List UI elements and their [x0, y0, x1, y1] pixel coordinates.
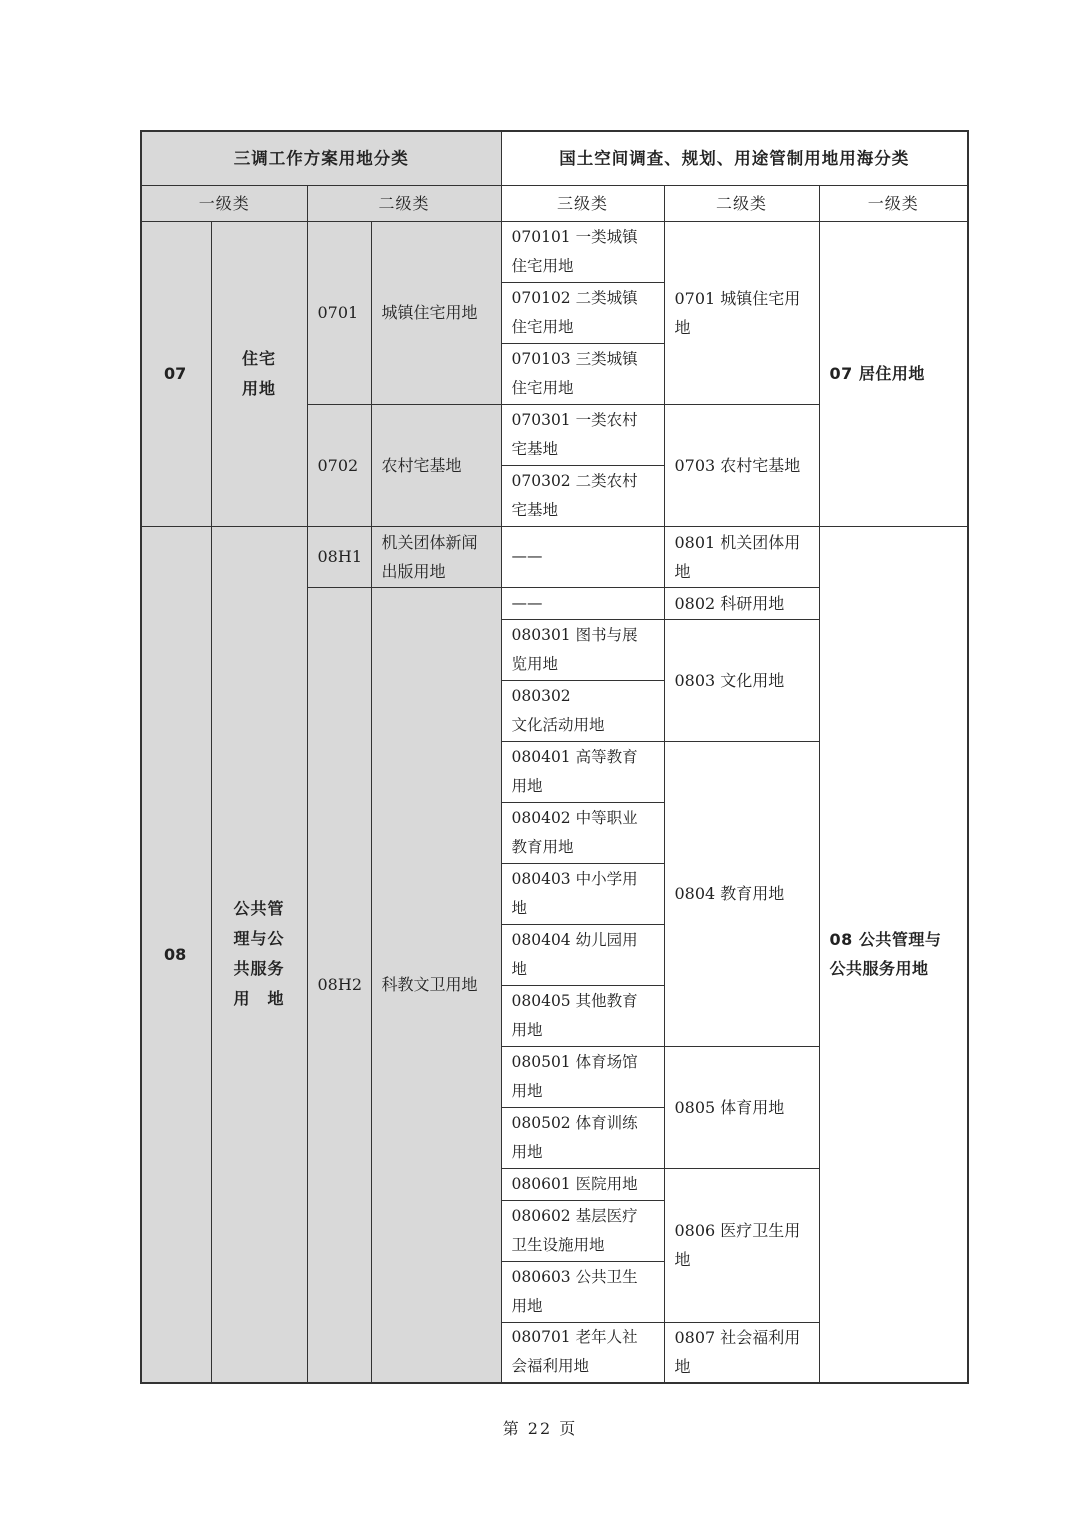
level3-item: 080501 体育场馆 用地 — [501, 1046, 664, 1107]
right-level2-item: 0804 教育用地 — [664, 741, 819, 1046]
level3-item: 070302 二类农村 宅基地 — [501, 465, 664, 526]
right-level1-header: 一级类 — [819, 185, 968, 221]
right-level2-item: 0802 科研用地 — [664, 587, 819, 619]
level3-item: 070301 一类农村 宅基地 — [501, 404, 664, 465]
level3-item: 080405 其他教育 用地 — [501, 985, 664, 1046]
level3-item: 080502 体育训练 用地 — [501, 1107, 664, 1168]
level3-item: 080301 图书与展 览用地 — [501, 619, 664, 680]
level2-name: 科教文卫用地 — [371, 587, 501, 1383]
right-level1-item: 07 居住用地 — [819, 221, 968, 526]
level1-code: 07 — [141, 221, 211, 526]
left-level1-header: 一级类 — [141, 185, 307, 221]
level3-item: 080701 老年人社 会福利用地 — [501, 1322, 664, 1383]
level2-code: 0702 — [307, 404, 371, 526]
level3-item: —— — [501, 526, 664, 587]
level2-code: 08H1 — [307, 526, 371, 587]
level3-item: 080404 幼儿园用 地 — [501, 924, 664, 985]
level3-item: 080602 基层医疗 卫生设施用地 — [501, 1200, 664, 1261]
left-table-title: 三调工作方案用地分类 — [141, 131, 501, 185]
right-level2-item: 0805 体育用地 — [664, 1046, 819, 1168]
right-level1-item: 08 公共管理与 公共服务用地 — [819, 526, 968, 1383]
level3-item: 080302 文化活动用地 — [501, 680, 664, 741]
level3-item: 070101 一类城镇 住宅用地 — [501, 221, 664, 282]
level3-item: 080401 高等教育 用地 — [501, 741, 664, 802]
level2-name: 农村宅基地 — [371, 404, 501, 526]
right-level2-item: 0807 社会福利用 地 — [664, 1322, 819, 1383]
level3-item: —— — [501, 587, 664, 619]
left-level2-header: 二级类 — [307, 185, 501, 221]
right-level2-item: 0801 机关团体用 地 — [664, 526, 819, 587]
level2-name: 机关团体新闻 出版用地 — [371, 526, 501, 587]
right-level2-item: 0701 城镇住宅用 地 — [664, 221, 819, 404]
right-level2-item: 0703 农村宅基地 — [664, 404, 819, 526]
land-classification-table — [140, 130, 969, 1384]
level1-name: 公共管 理与公 共服务 用 地 — [211, 526, 307, 1383]
level3-item: 070103 三类城镇 住宅用地 — [501, 343, 664, 404]
level3-item: 070102 二类城镇 住宅用地 — [501, 282, 664, 343]
right-level2-item: 0803 文化用地 — [664, 619, 819, 741]
level2-name: 城镇住宅用地 — [371, 221, 501, 404]
level3-item: 080601 医院用地 — [501, 1168, 664, 1200]
level2-code: 08H2 — [307, 587, 371, 1383]
page-number: 第 22 页 — [502, 1419, 578, 1438]
right-level2-header: 二级类 — [664, 185, 819, 221]
level1-name: 住宅 用地 — [211, 221, 307, 526]
level3-item: 080402 中等职业 教育用地 — [501, 802, 664, 863]
right-level3-header: 三级类 — [501, 185, 664, 221]
level2-code: 0701 — [307, 221, 371, 404]
land-classification-table-container — [140, 130, 969, 1384]
level1-code: 08 — [141, 526, 211, 1383]
right-table-title: 国土空间调查、规划、用途管制用地用海分类 — [501, 131, 968, 185]
right-level2-item: 0806 医疗卫生用 地 — [664, 1168, 819, 1322]
level3-item: 080403 中小学用 地 — [501, 863, 664, 924]
level3-item: 080603 公共卫生 用地 — [501, 1261, 664, 1322]
